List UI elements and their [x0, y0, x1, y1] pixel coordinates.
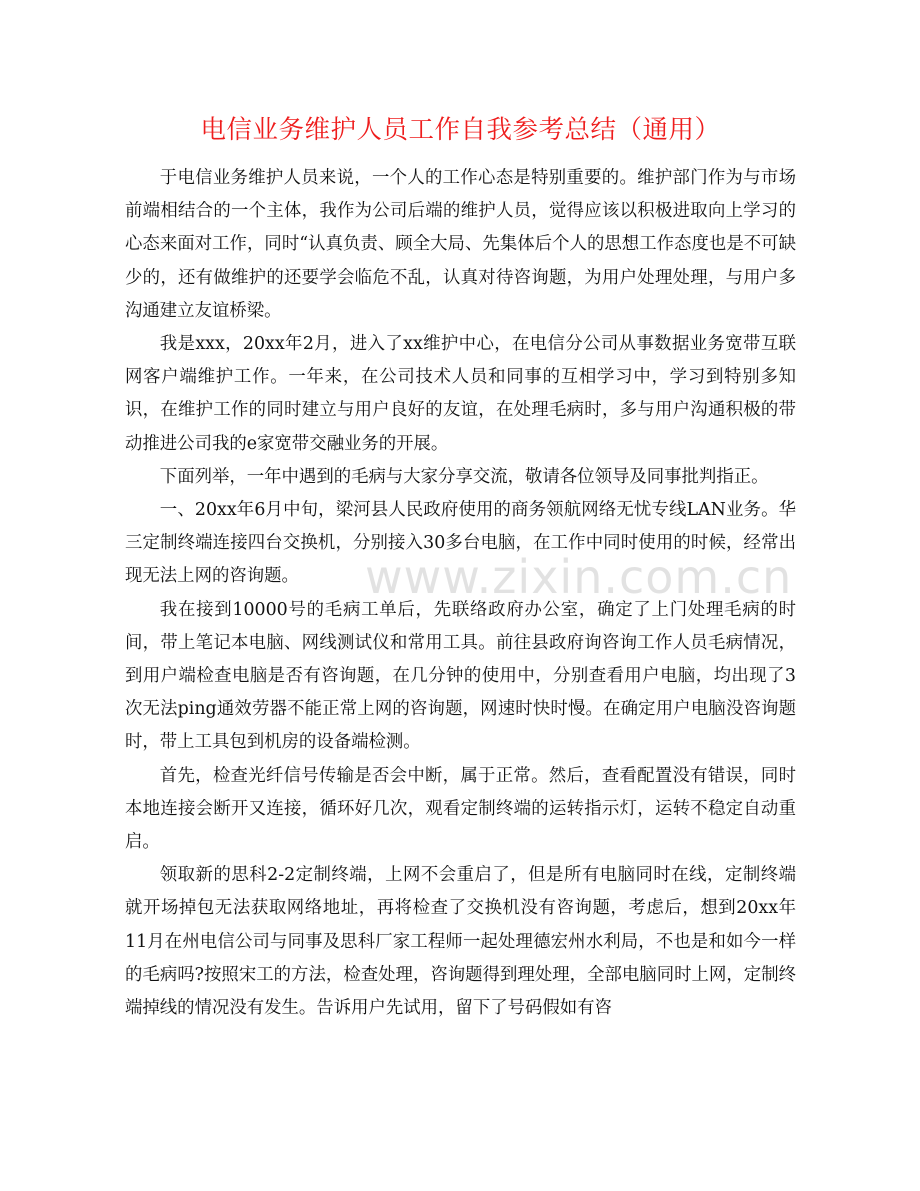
watermark: www.zixin.com.cn — [365, 550, 793, 604]
paragraph-2: 我是xxx，20xx年2月，进入了xx维护中心，在电信分公司从事数据业务宽带互联网客户端维护工作。一年来，在公司技术人员和同事的互相学习中，学习到特别多知识，在维护工作的同时建立与用户良好的友谊，在处理毛病时，多与用户沟通积极的带动推进公司我的e家宽带交融业务的开展。 — [125, 334, 796, 454]
paragraph-5: 我在接到10000号的毛病工单后，先联络政府办公室，确定了上门处理毛病的时间，带上笔记本电脑、网线测试仪和常用工具。前往县政府询咨询工作人员毛病情况，到用户端检查电脑是否有咨询题，在几分钟的使用中，分别查看用户电脑，均出现了3次无法ping通效劳器不能正常上网的咨询题，网速时快时慢。在确定用户电脑没咨询题时，带上工具包到机房的设备端检测。 — [125, 599, 796, 753]
paragraph-3: 下面列举，一年中遇到的毛病与大家分享交流，敬请各位领导及同事批判指正。 — [159, 466, 769, 487]
paragraph-6: 首先，检查光纤信号传输是否会中断，属于正常。然后，查看配置没有错误，同时本地连接会断开又连接，循环好几次，观看定制终端的运转指示灯，运转不稳定自动重启。 — [125, 765, 796, 853]
paragraph-1: 于电信业务维护人员来说，一个人的工作心态是特别重要的。维护部门作为与市场前端相结合的一个主体，我作为公司后端的维护人员，觉得应该以积极进取向上学习的心态来面对工作，同时“认真负责、顾全大局、先集体后个人的思想工作态度也是不可缺少的，还有做维护的还要学会临危不乱，认真对待咨询题，为用户处理处理，与用户多沟通建立友谊桥梁。 — [125, 168, 796, 321]
paragraph-4: 一、20xx年6月中旬，梁河县人民政府使用的商务领航网络无忧专线LAN业务。华三定制终端连接四台交换机，分别接入30多台电脑，在工作中同时使用的时候，经常出现无法上网的咨询题。 — [125, 500, 796, 587]
document-title: 电信业务维护人员工作自我参考总结（通用） — [200, 115, 721, 145]
paragraph-7: 领取新的思科2-2定制终端，上网不会重启了，但是所有电脑同时在线，定制终端就开场掉包无法获取网络地址，再将检查了交换机没有咨询题，考虑后，想到20xx年11月在州电信公司与同事及思科厂家工程师一起处理德宏州水利局，不也是和如今一样的毛病吗?按照宋工的方法，检查处理，咨询题得到理处理，全部电脑同时上网，定制终端掉线的情况没有发生。告诉用户先试用，留下了号码假如有咨 — [125, 865, 796, 1019]
